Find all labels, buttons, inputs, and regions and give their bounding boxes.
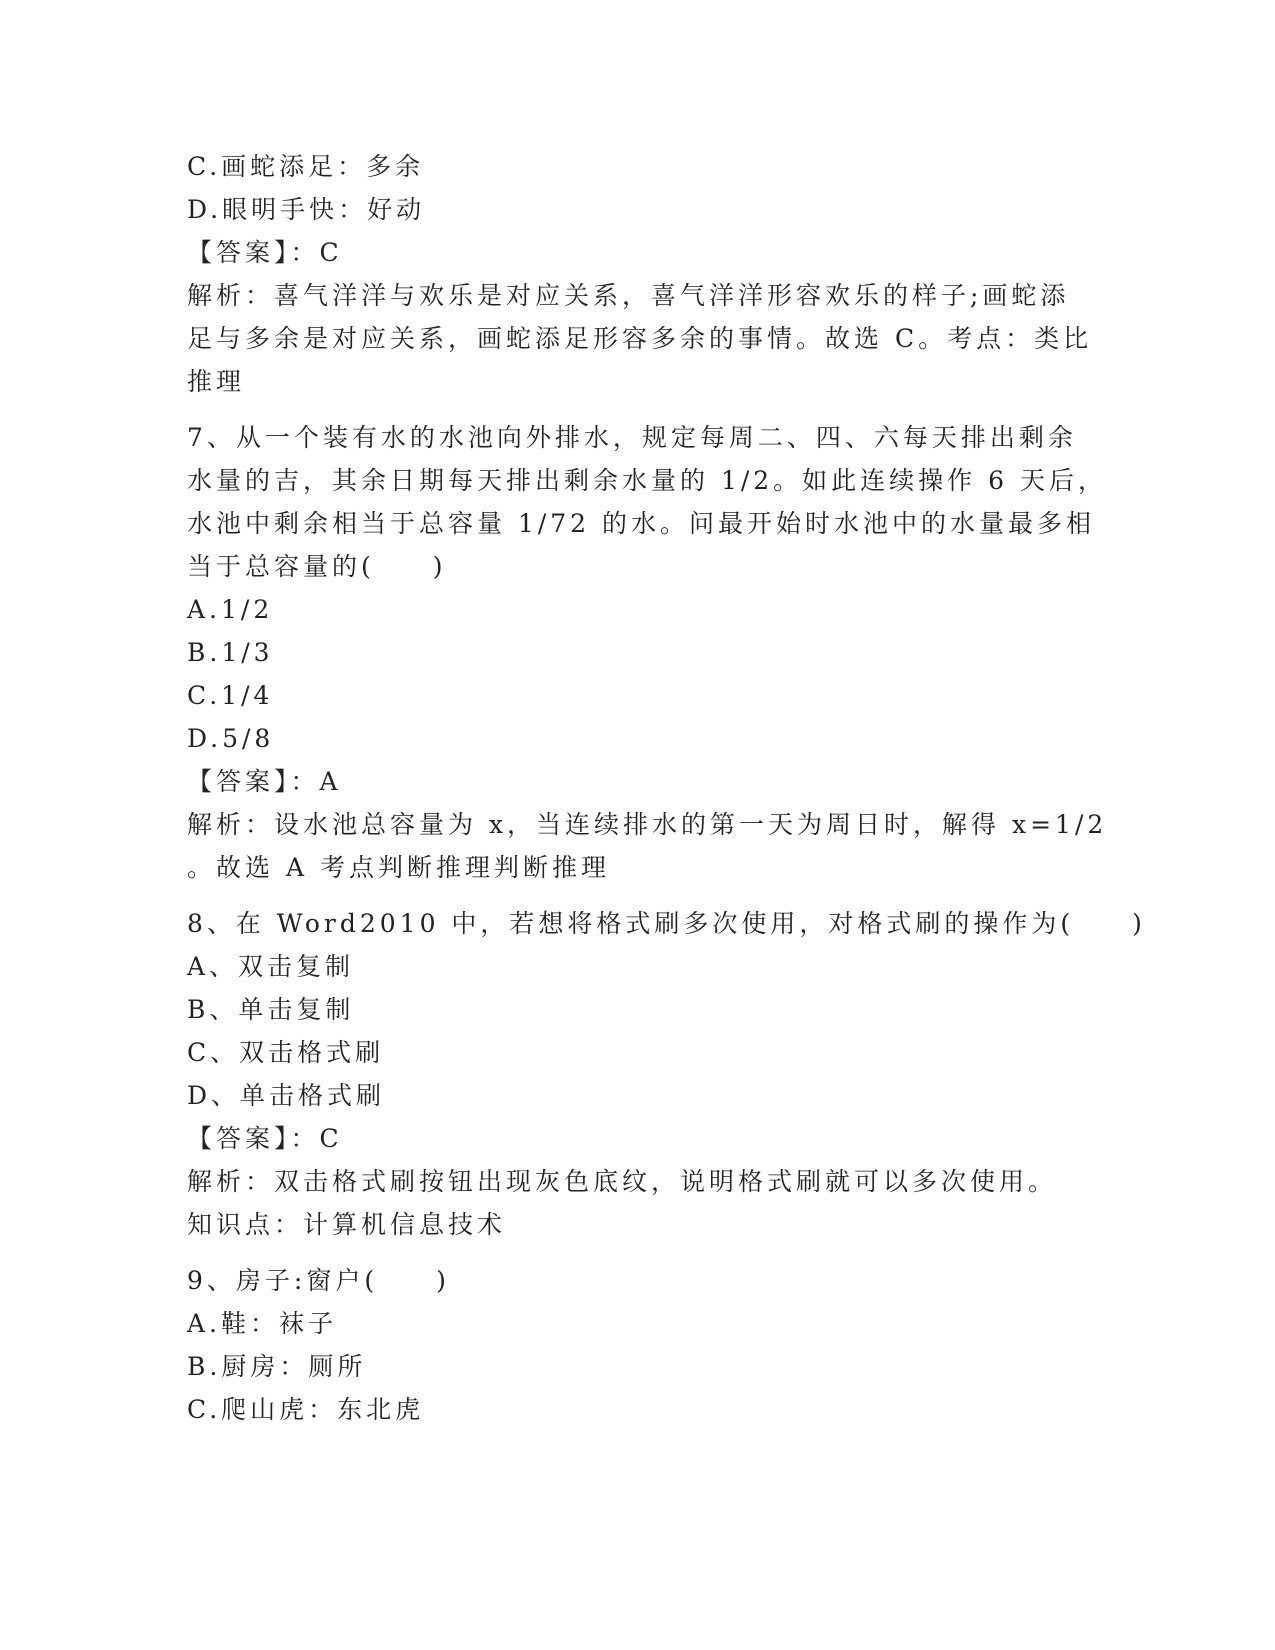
q7-answer: 【答案】：A	[187, 767, 342, 796]
question-gap	[187, 889, 1087, 902]
q6-analysis-line: 解析：喜气洋洋与欢乐是对应关系，喜气洋洋形容欢乐的样子;画蛇添	[187, 281, 1070, 310]
q7-option-b: B.1/3	[187, 638, 274, 667]
q8-answer: 【答案】：C	[187, 1124, 343, 1153]
question-gap	[187, 1246, 1087, 1259]
q8-analysis-line: 解析：双击格式刷按钮出现灰色底纹，说明格式刷就可以多次使用。	[187, 1167, 1058, 1196]
q7-stem-line: 当于总容量的( )	[187, 552, 447, 581]
q8-option-d: D、单击格式刷	[187, 1081, 386, 1110]
q9-option-b: B.厨房：厕所	[187, 1352, 367, 1381]
question-gap	[187, 403, 1087, 416]
q6-answer: 【答案】：C	[187, 238, 343, 267]
q6-option-d: D.眼明手快：好动	[187, 195, 426, 224]
q8-option-a: A、双击复制	[187, 952, 355, 981]
document-content	[187, 145, 1146, 1431]
q7-option-d: D.5/8	[187, 724, 275, 753]
q9-stem-line: 9、房子:窗户( )	[187, 1266, 450, 1295]
q8-option-c: C、双击格式刷	[187, 1038, 385, 1067]
q7-stem-line: 7、从一个装有水的水池向外排水，规定每周二、四、六每天排出剩余	[187, 423, 1077, 452]
q9-option-a: A.鞋：袜子	[187, 1309, 338, 1338]
q7-stem-line: 水量的吉，其余日期每天排出剩余水量的 1/2。如此连续操作 6 天后，	[187, 466, 1107, 495]
q7-option-c: C.1/4	[187, 681, 274, 710]
q7-analysis-line: 解析：设水池总容量为 x，当连续排水的第一天为周日时，解得 x=1/2	[187, 810, 1108, 839]
q8-analysis-line: 知识点：计算机信息技术	[187, 1210, 507, 1239]
q7-option-a: A.1/2	[187, 595, 274, 624]
q7-analysis-line: 。故选 A 考点判断推理判断推理	[187, 853, 610, 882]
q6-analysis-line: 推理	[187, 367, 246, 396]
q6-option-c: C.画蛇添足：多余	[187, 152, 425, 181]
q8-stem-line: 8、在 Word2010 中，若想将格式刷多次使用，对格式刷的操作为( )	[187, 909, 1146, 938]
q7-stem-line: 水池中剩余相当于总容量 1/72 的水。问最开始时水池中的水量最多相	[187, 509, 1096, 538]
q9-option-c: C.爬山虎：东北虎	[187, 1395, 425, 1424]
q8-option-b: B、单击复制	[187, 995, 355, 1024]
q6-analysis-line: 足与多余是对应关系，画蛇添足形容多余的事情。故选 C。考点：类比	[187, 324, 1093, 353]
